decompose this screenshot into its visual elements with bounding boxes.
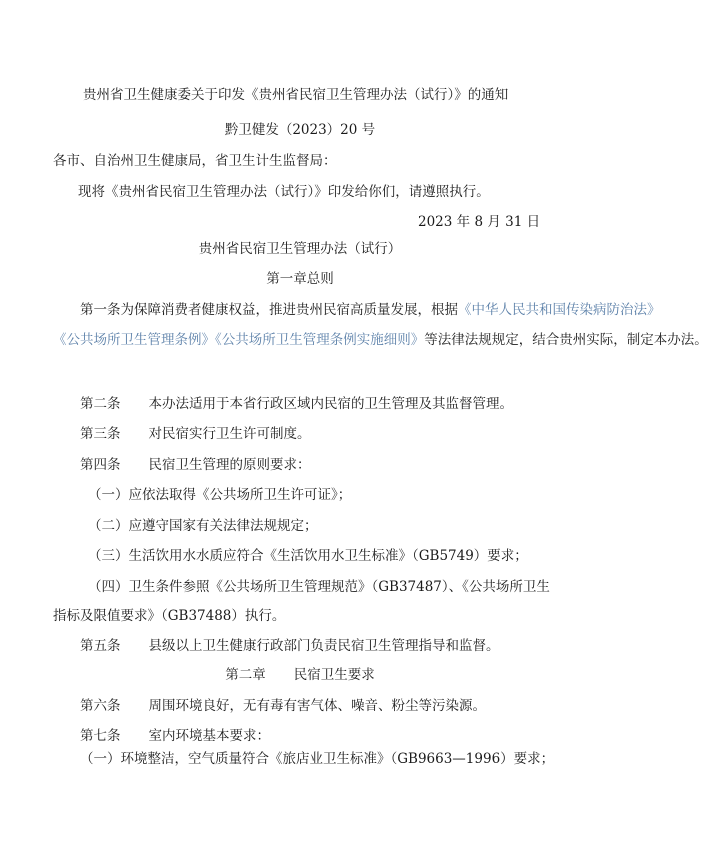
article-number: 第三条 xyxy=(80,426,121,442)
article-text: 周围环境良好，无有毒有害气体、噪音、粉尘等污染源。 xyxy=(148,698,486,714)
article-1-intro: 第一条为保障消费者健康权益，推进贵州民宿高质量发展，根据 xyxy=(80,302,458,318)
article-7 xyxy=(80,727,270,745)
article-text: 本办法适用于本省行政区域内民宿的卫生管理及其监督管理。 xyxy=(148,396,513,412)
article-text: 县级以上卫生健康行政部门负责民宿卫生管理指导和监督。 xyxy=(148,638,500,654)
regulation-title: 贵州省民宿卫生管理办法（试行） xyxy=(198,241,402,257)
article-number: 第五条 xyxy=(80,638,121,654)
chapter-2-title xyxy=(0,666,600,684)
chapter-1-title: 第一章总则 xyxy=(266,271,334,287)
article-number: 第四条 xyxy=(80,457,121,473)
article-2 xyxy=(80,395,513,413)
chapter-number: 第二章 xyxy=(225,667,266,683)
law-link-implementation-rules[interactable]: 《公共场所卫生管理条例实施细则》 xyxy=(215,332,425,348)
list-item: （四）卫生条件参照《公共场所卫生管理规范》（GB37487）、《公共场所卫生 xyxy=(88,579,550,595)
article-1-outro: 等法律法规规定，结合贵州实际，制定本办法。 xyxy=(424,332,708,348)
document-number: 黔卫健发（2023）20 号 xyxy=(224,122,376,138)
list-item: （一）环境整洁，空气质量符合《旅店业卫生标准》（GB9663—1996）要求； xyxy=(80,751,555,767)
recipients-line: 各市、自治州卫生健康局，省卫生计生监督局： xyxy=(53,153,337,169)
chapter-name: 民宿卫生要求 xyxy=(293,667,375,683)
list-item: （一）应依法取得《公共场所卫生许可证》； xyxy=(88,487,352,503)
article-1-line-1 xyxy=(80,301,661,319)
document-title: 贵州省卫生健康委关于印发《贵州省民宿卫生管理办法（试行）》的通知 xyxy=(83,87,509,103)
article-number: 第二条 xyxy=(80,396,121,412)
article-4 xyxy=(80,456,311,474)
article-number: 第六条 xyxy=(80,698,121,714)
article-5 xyxy=(80,637,500,655)
list-item: （二）应遵守国家有关法律法规规定； xyxy=(88,518,318,534)
list-item-continuation: 指标及限值要求》（GB37488）执行。 xyxy=(53,608,286,624)
article-text: 对民宿实行卫生许可制度。 xyxy=(148,426,311,442)
article-text: 民宿卫生管理的原则要求： xyxy=(148,457,311,473)
article-text: 室内环境基本要求： xyxy=(148,728,270,744)
issue-date: 2023 年 8 月 31 日 xyxy=(418,214,541,230)
law-link-infectious-disease[interactable]: 《中华人民共和国传染病防治法》 xyxy=(458,302,661,318)
article-3 xyxy=(80,425,311,443)
article-1-line-2 xyxy=(53,331,708,349)
law-link-public-places-regulation[interactable]: 《公共场所卫生管理条例》 xyxy=(53,332,215,348)
article-number: 第七条 xyxy=(80,728,121,744)
list-item: （三）生活饮用水水质应符合《生活饮用水卫生标准》（GB5749）要求； xyxy=(88,548,528,564)
article-6 xyxy=(80,697,486,715)
notice-line: 现将《贵州省民宿卫生管理办法（试行）》印发给你们，请遵照执行。 xyxy=(78,184,490,200)
